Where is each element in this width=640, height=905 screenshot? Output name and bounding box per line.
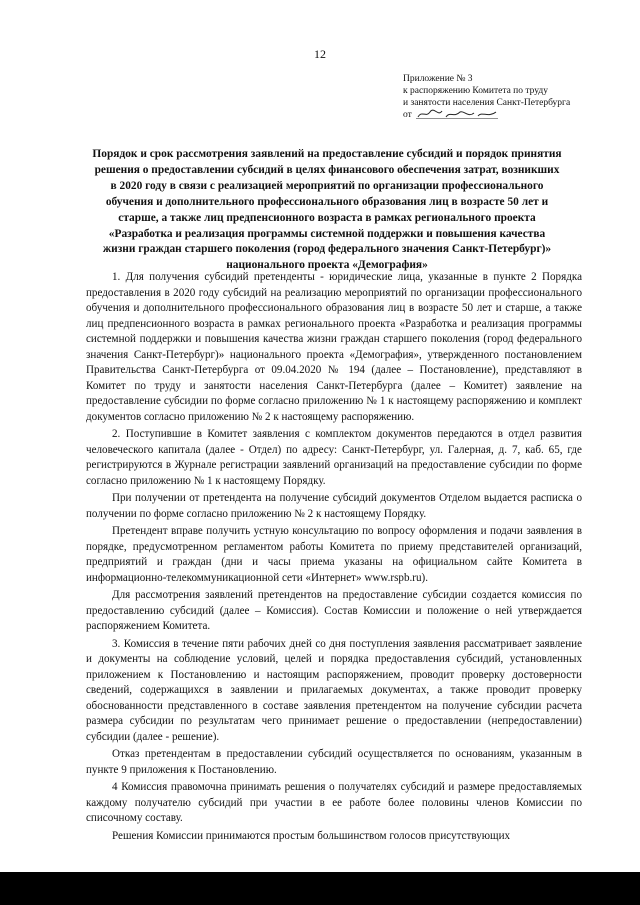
paragraph: При получении от претендента на получение субсидий документов Отделом выдается расписка о получении по форме согласно приложению № 2 к настоящему Порядку.	[86, 492, 582, 520]
appendix-header	[403, 73, 618, 121]
page-number: 12	[314, 47, 326, 61]
paragraph: Отказ претендентам в предоставлении субсидий осуществляется по основаниям, указанным в пункте 9 приложения к Постановлению.	[86, 748, 582, 776]
title-line: обучения и дополнительного профессионального образования лиц в возрасте 50 лет и	[105, 195, 549, 208]
handwritten-date-signature	[416, 109, 498, 119]
paragraph: 1. Для получения субсидий претенденты - юридические лица, указанные в пункте 2 Порядка предоставления в 2020 году субсидий на реализацию мероприятий по организации профессионального обучения и дополнительного профессионального образования лиц в возрасте 50 лет и старше, а также лиц предпенсионного возраста в рамках регионального проекта «Разработка и реализация программы системной поддержки и повышения качества жизни граждан старшего поколения (город федерального значения Санкт-Петербург)» национального проекта «Демография», утвержденного постановлением Правительства Санкт-Петербурга от 09.04.2020 № 194 (далее – Постановление), представляют в Комитет по труду и занятости населения Санкт-Петербурга (далее – Комитет) заявление на предоставление субсидии по форме согласно приложению № 1 к настоящему распоряжению и комплект документов согласно приложению № 2 к настоящему распоряжению.	[86, 271, 582, 423]
appendix-date-line	[403, 109, 618, 121]
paragraph: Решения Комиссии принимаются простым большинством голосов присутствующих	[112, 829, 511, 842]
title-line: «Разработка и реализация программы системной поддержки и повышения качества	[108, 227, 546, 240]
title-line: жизни граждан старшего поколения (город федерального значения Санкт-Петербург)»	[102, 243, 552, 256]
scan-bottom-edge	[0, 872, 640, 905]
appendix-line-1: Приложение № 3	[403, 74, 473, 84]
appendix-line-3: и занятости населения Санкт-Петербурга	[403, 98, 571, 108]
paragraph: 2. Поступившие в Комитет заявления с комплектом документов передаются в отдел развития человеческого капитала (далее - Отдел) по адресу: Санкт-Петербург, ул. Галерная, д. 7, каб. 65, где регистрируются в Журнале регистрации заявлений организаций на предоставление субсидии по форме согласно приложению № 1 к настоящему Порядку.	[86, 428, 582, 487]
appendix-line-2: к распоряжению Комитета по труду	[403, 86, 549, 96]
paragraph: 4 Комиссия правомочна принимать решения о получателях субсидий и размере предоставляемых каждому получателю субсидий при участии в ее работе более половины членов Комиссии по списочному составу.	[86, 781, 582, 824]
paragraph: 3. Комиссия в течение пяти рабочих дней со дня поступления заявления рассматривает заявление и документы на соблюдение условий, целей и порядка предоставления субсидий, установленных приложением к Постановлению и настоящим распоряжением, проводит проверку достоверности сведений, содержащихся в заявлении и прилагаемых документах, а также проводит проверку обоснованности представленного в составе заявления претендентом на получение субсидии расчета размера субсидии по результатам чего принимает решение о предоставлении (непредоставлении) субсидии (далее - решение).	[86, 637, 582, 743]
document-body	[86, 270, 582, 846]
appendix-date-prefix: от	[403, 110, 412, 120]
title-line: Порядок и срок рассмотрения заявлений на предоставление субсидий и порядок принятия	[92, 148, 562, 160]
title-line: в 2020 году в связи с реализацией мероприятий по организации профессионального	[110, 179, 544, 192]
paragraph: Претендент вправе получить устную консультацию по вопросу оформления и подачи заявления в порядке, предусмотренном регламентом работы Комитета по приему представителей организаций, предприятий и граждан (дни и часы приема указаны на официальном сайте Комитета в информационно-телекоммуникационной сети «Интернет» www.rspb.ru).	[86, 525, 582, 584]
paragraph: Для рассмотрения заявлений претендентов на предоставление субсидии создается комиссия по предоставлению субсидий (далее – Комиссия). Состав Комиссии и положение о ней утверждается распоряжением Комитета.	[86, 589, 582, 632]
document-title	[76, 147, 578, 274]
title-line: решения о предоставлении субсидий в целях финансового обеспечения затрат, возникших	[94, 163, 560, 176]
title-line: старше, а также лиц предпенсионного возраста в рамках регионального проекта	[118, 211, 536, 224]
title-line: национального проекта «Демография»	[226, 259, 428, 272]
